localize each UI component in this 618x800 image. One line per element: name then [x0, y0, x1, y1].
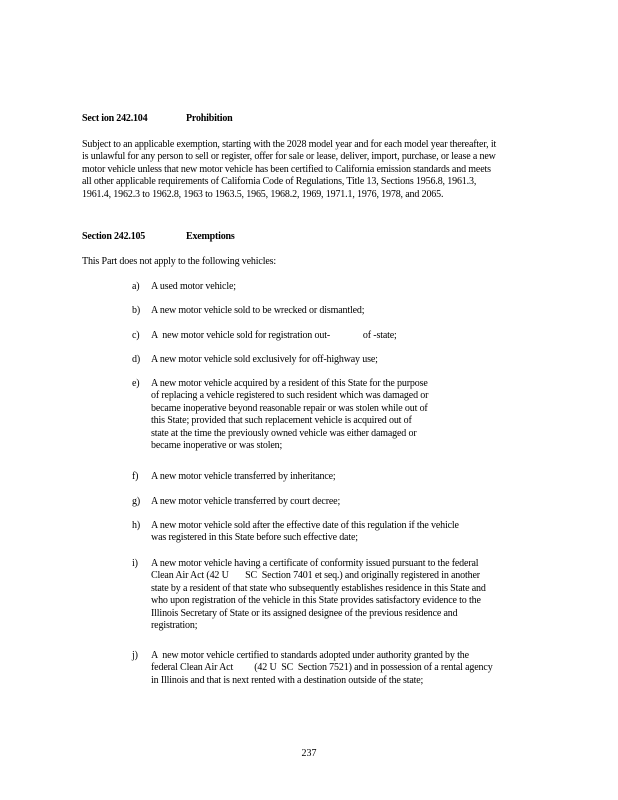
exemption-item-g — [132, 496, 492, 508]
item-text: A new motor vehicle acquired by a resident of this State for the purpose of replacing a vehicle registered to such resident which was damaged or became inoperative beyond reasonable repair or was stolen while out of this State; provided that such replacement vehicle is acquired out of state at the time the previously owned vehicle was either damaged or became inoperative or was stolen; — [151, 378, 429, 452]
item-label: j) — [132, 650, 138, 661]
item-text: A new motor vehicle sold after the effective date of this regulation if the vehicle was registered in this State before such effective date; — [151, 520, 459, 544]
item-text: A new motor vehicle sold to be wrecked or dismantled; — [151, 305, 365, 316]
item-label: a) — [132, 281, 140, 292]
item-text: A new motor vehicle sold for registration out- of -state; — [151, 330, 397, 341]
section-number: Sect ion 242.104 — [82, 113, 148, 124]
exemption-item-c — [132, 330, 492, 342]
item-label: h) — [132, 520, 141, 531]
exemption-item-e — [132, 378, 430, 452]
item-label: d) — [132, 354, 141, 365]
item-text: A new motor vehicle transferred by inheritance; — [151, 471, 336, 482]
item-label: e) — [132, 378, 140, 389]
item-label: f) — [132, 471, 139, 482]
section-number: Section 242.105 — [82, 231, 146, 242]
item-text: A new motor vehicle sold exclusively for off-highway use; — [151, 354, 378, 365]
item-text: A new motor vehicle transferred by court decree; — [151, 496, 341, 507]
exemption-item-f — [132, 471, 492, 483]
item-label: g) — [132, 496, 141, 507]
item-label: c) — [132, 330, 140, 341]
item-text: A used motor vehicle; — [151, 281, 236, 292]
page-number: 237 — [301, 748, 317, 759]
section-title: Exemptions — [186, 231, 235, 242]
exemption-item-b — [132, 305, 492, 317]
item-label: i) — [132, 558, 138, 569]
item-text: A new motor vehicle certified to standards adopted under authority granted by the federal Clean Air Act (42 U SC Section 7521) and in possession of a rental agency in Illinois and that is next rented with a destination outside of the state; — [151, 650, 495, 686]
exemption-item-j — [132, 650, 494, 687]
section-title: Prohibition — [186, 113, 233, 124]
exemption-item-a — [132, 281, 492, 293]
exemption-item-i — [132, 558, 492, 632]
item-label: b) — [132, 305, 141, 316]
section-heading-242-104 — [82, 113, 233, 124]
exemption-item-d — [132, 354, 492, 366]
exemption-item-h — [132, 520, 467, 545]
item-text: A new motor vehicle having a certificate of conformity issued pursuant to the federal Clean Air Act (42 U SC Section 7401 et seq.) and originally registered in another state by a resident of that state who subsequently establishes residence in this State and who upon registration of the vehicle in this State provides satisfactory evidence to the Illinois Secretary of State or its assigned designee of the previous residence and registration; — [151, 558, 489, 632]
section-heading-242-105 — [82, 231, 235, 242]
prohibition-paragraph: Subject to an applicable exemption, starting with the 2028 model year and for each model year thereafter, it is unlawful for any person to sell or register, offer for sale or lease, deliver, import, purchase, or lease a new motor vehicle unless that new motor vehicle has been certified to California emission standards and meets all other applicable requirements of California Code of Regulations, Title 13, Sections 1956.8, 1961.3, 1961.4, 1962.3 to 1962.8, 1963 to 1963.5, 1965, 1968.2, 1969, 1971.1, 1976, 1978, and 2065. — [82, 139, 497, 200]
exemptions-intro: This Part does not apply to the following vehicles: — [82, 256, 276, 267]
